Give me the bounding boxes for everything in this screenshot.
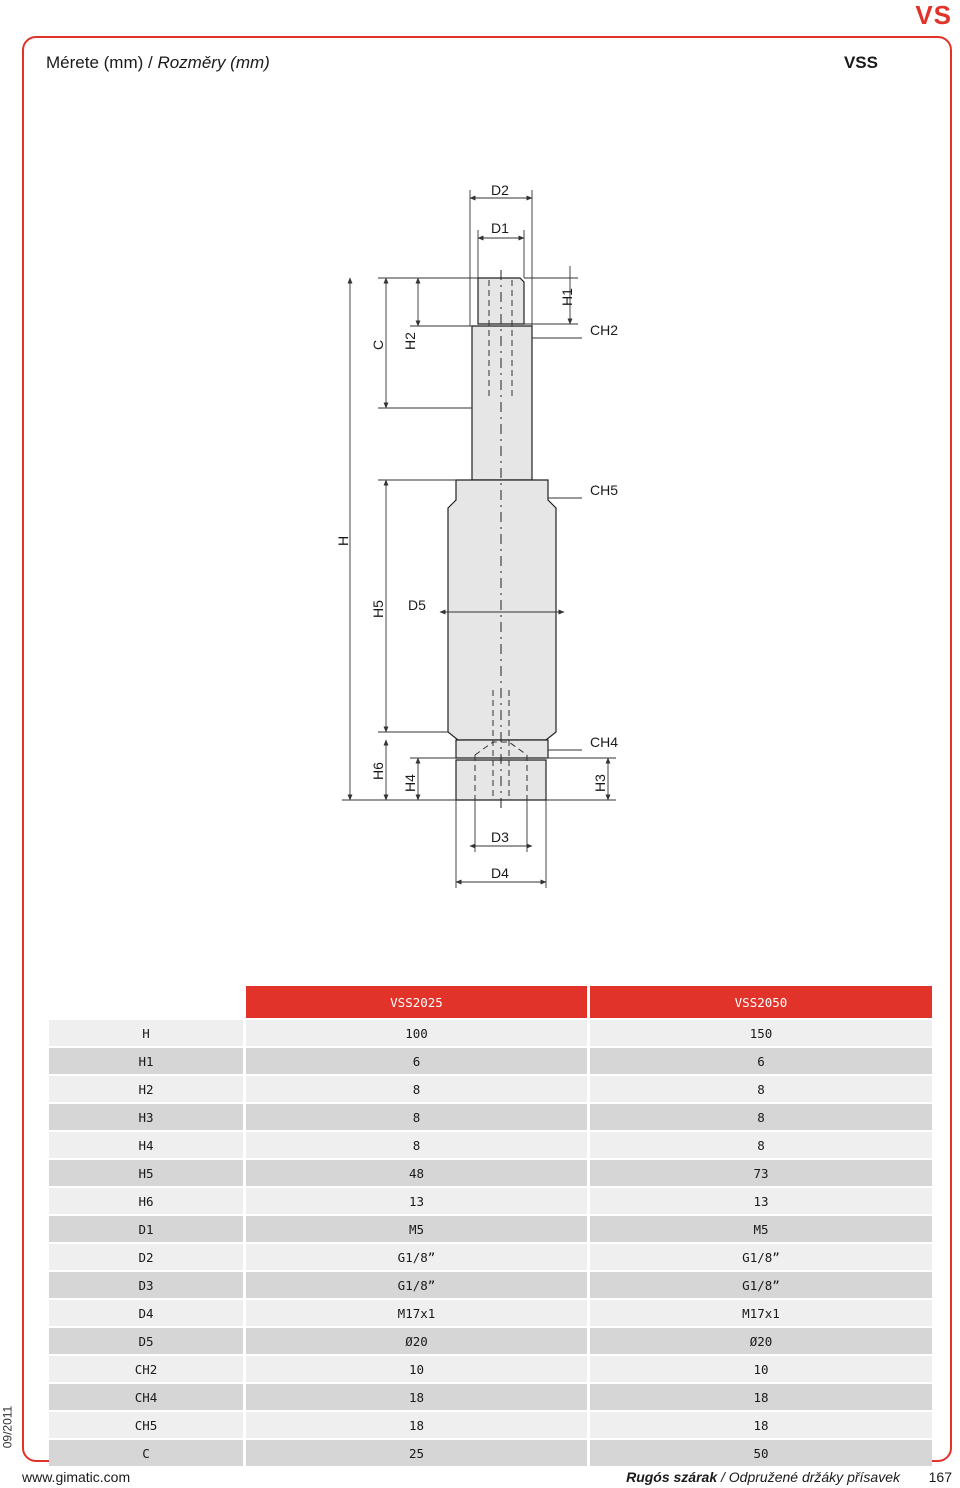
row-value-vss2025: 48: [243, 1160, 587, 1186]
row-value-vss2050: 13: [587, 1188, 932, 1214]
label-ch2: CH2: [590, 322, 619, 338]
part-body: [448, 480, 556, 740]
row-label: D1: [49, 1216, 243, 1242]
side-date: 09/2011: [0, 1405, 15, 1449]
title-regular: Mérete (mm) /: [46, 53, 158, 72]
label-h4: H4: [402, 774, 418, 792]
row-label: H5: [49, 1160, 243, 1186]
row-value-vss2050: Ø20: [587, 1328, 932, 1354]
footer-website[interactable]: www.gimatic.com: [22, 1469, 131, 1485]
row-value-vss2025: 18: [243, 1384, 587, 1410]
row-value-vss2050: 8: [587, 1076, 932, 1102]
row-value-vss2050: 18: [587, 1412, 932, 1438]
row-value-vss2025: G1/8”: [243, 1244, 587, 1270]
part-neck: [472, 326, 532, 480]
row-value-vss2050: G1/8”: [587, 1272, 932, 1298]
row-label: H1: [49, 1048, 243, 1074]
table-row: [49, 1160, 932, 1186]
table-row: [49, 1048, 932, 1074]
row-value-vss2050: 50: [587, 1440, 932, 1466]
footer-caption: [626, 1469, 900, 1485]
table-row: [49, 1440, 932, 1466]
table-header-vss2025: VSS2025: [243, 986, 587, 1018]
row-label: CH4: [49, 1384, 243, 1410]
row-label: C: [49, 1440, 243, 1466]
row-label: D3: [49, 1272, 243, 1298]
table-row: [49, 1384, 932, 1410]
row-value-vss2025: 8: [243, 1104, 587, 1130]
row-label: D5: [49, 1328, 243, 1354]
table-row: [49, 1300, 932, 1326]
row-value-vss2025: 8: [243, 1132, 587, 1158]
row-value-vss2050: 18: [587, 1384, 932, 1410]
row-value-vss2050: 8: [587, 1104, 932, 1130]
row-value-vss2025: 10: [243, 1356, 587, 1382]
page-number: 167: [928, 1469, 952, 1485]
row-label: CH2: [49, 1356, 243, 1382]
label-d4: D4: [491, 865, 509, 881]
row-label: D4: [49, 1300, 243, 1326]
label-d1: D1: [491, 220, 509, 236]
label-ch5: CH5: [590, 482, 619, 498]
table-header-row: [49, 986, 932, 1018]
table-row: [49, 1104, 932, 1130]
row-value-vss2025: 18: [243, 1412, 587, 1438]
row-label: H: [49, 1020, 243, 1046]
row-value-vss2050: 10: [587, 1356, 932, 1382]
row-value-vss2025: 13: [243, 1188, 587, 1214]
label-h6: H6: [370, 762, 386, 780]
row-value-vss2050: 73: [587, 1160, 932, 1186]
table-row: [49, 1272, 932, 1298]
row-value-vss2050: 150: [587, 1020, 932, 1046]
footer-caption-bold: Rugós szárak: [626, 1469, 718, 1485]
label-ch4: CH4: [590, 734, 619, 750]
label-h5: H5: [370, 600, 386, 618]
table-row: [49, 1244, 932, 1270]
row-value-vss2050: G1/8”: [587, 1244, 932, 1270]
row-value-vss2025: 25: [243, 1440, 587, 1466]
label-d3: D3: [491, 829, 509, 845]
table-header-blank: [49, 986, 243, 1018]
part-groove: [456, 740, 548, 758]
row-label: H3: [49, 1104, 243, 1130]
table-row: [49, 1356, 932, 1382]
row-value-vss2025: G1/8”: [243, 1272, 587, 1298]
label-h1: H1: [559, 288, 575, 306]
row-label: H4: [49, 1132, 243, 1158]
footer-caption-rest: / Odpružené držáky přísavek: [717, 1469, 900, 1485]
table-row: [49, 1216, 932, 1242]
row-value-vss2025: 6: [243, 1048, 587, 1074]
table-row: [49, 1328, 932, 1354]
label-d5: D5: [408, 597, 426, 613]
brand-logo: VS: [915, 0, 952, 30]
row-value-vss2050: 8: [587, 1132, 932, 1158]
row-value-vss2050: 6: [587, 1048, 932, 1074]
row-value-vss2050: M5: [587, 1216, 932, 1242]
table-row: [49, 1132, 932, 1158]
table-row: [49, 1188, 932, 1214]
label-h: H: [335, 535, 351, 546]
product-code: VSS: [843, 53, 878, 72]
table-header-vss2050: VSS2050: [587, 986, 932, 1018]
row-value-vss2025: M5: [243, 1216, 587, 1242]
title-italic: Rozměry (mm): [157, 53, 270, 72]
table-row: [49, 1412, 932, 1438]
row-value-vss2050: M17x1: [587, 1300, 932, 1326]
row-value-vss2025: 8: [243, 1076, 587, 1102]
row-label: H6: [49, 1188, 243, 1214]
row-label: D2: [49, 1244, 243, 1270]
label-d2: D2: [491, 182, 509, 198]
label-h3: H3: [592, 774, 608, 792]
dimensions-table: [49, 984, 932, 1468]
row-value-vss2025: Ø20: [243, 1328, 587, 1354]
row-label: H2: [49, 1076, 243, 1102]
table-row: [49, 1076, 932, 1102]
row-value-vss2025: 100: [243, 1020, 587, 1046]
row-value-vss2025: M17x1: [243, 1300, 587, 1326]
label-h2: H2: [402, 332, 418, 350]
label-c: C: [370, 339, 386, 350]
row-label: CH5: [49, 1412, 243, 1438]
table-row: [49, 1020, 932, 1046]
